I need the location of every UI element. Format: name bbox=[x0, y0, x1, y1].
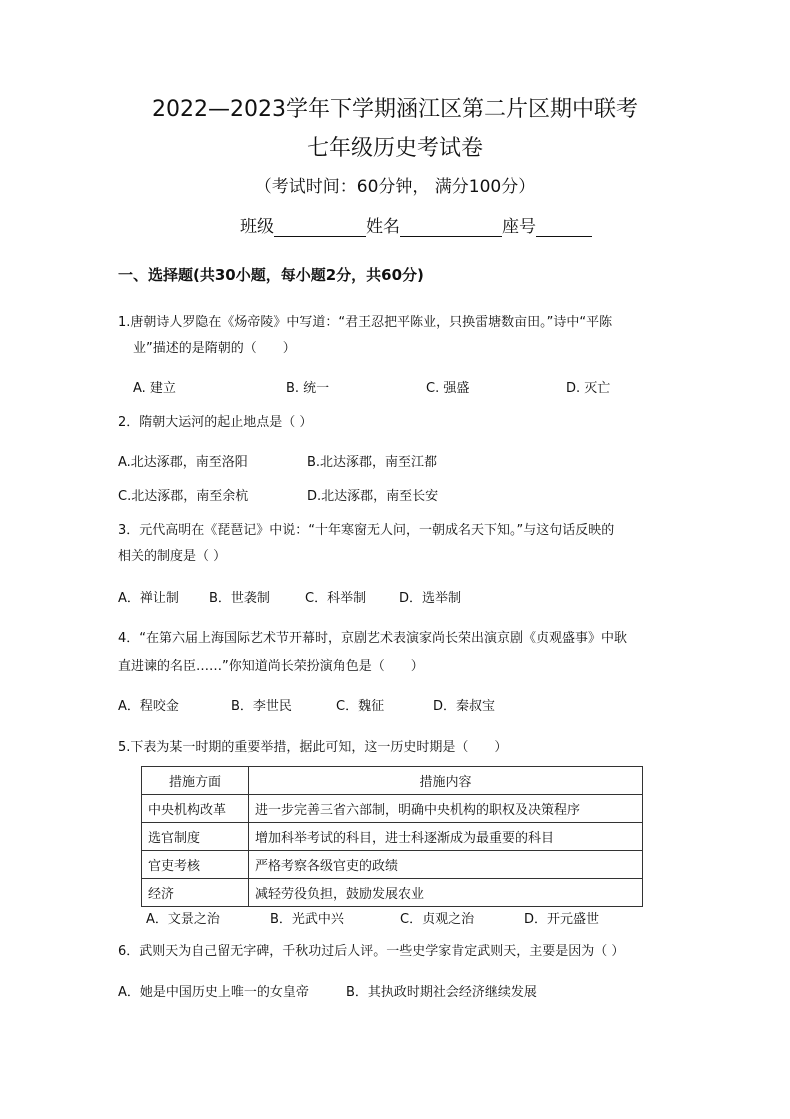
table-row bbox=[142, 879, 643, 907]
q4-option-d: D．秦叔宝 bbox=[433, 699, 496, 714]
q6-option-b: B．其执政时期社会经济继续发展 bbox=[346, 985, 537, 1000]
question-3-line-1: 3．元代高明在《琵琶记》中说：“十年寒窗无人问，一朝成名天下知。”与这句话反映的 bbox=[118, 523, 615, 538]
question-2: 2．隋朝大运河的起止地点是（ ） bbox=[118, 415, 313, 430]
table-cell: 增加科举考试的科目，进士科逐渐成为最重要的科目 bbox=[249, 823, 643, 851]
seat-blank bbox=[536, 218, 592, 237]
name-label: 姓名 bbox=[366, 217, 400, 237]
q2-option-b: B.北达涿郡，南至江都 bbox=[307, 455, 438, 470]
table-header-cell: 措施内容 bbox=[249, 767, 643, 795]
table-cell: 经济 bbox=[142, 879, 249, 907]
q3-option-a: A．禅让制 bbox=[118, 591, 179, 606]
section-title: 一、选择题(共30小题，每小题2分，共60分) bbox=[118, 266, 424, 284]
q4-option-a: A．程咬金 bbox=[118, 699, 179, 714]
question-1-line-2: 业”描述的是隋朝的（ ） bbox=[133, 341, 296, 356]
table-cell: 选官制度 bbox=[142, 823, 249, 851]
table-row bbox=[142, 851, 643, 879]
question-5: 5.下表为某一时期的重要举措，据此可知，这一历史时期是（ ） bbox=[118, 740, 508, 755]
q5-option-b: B．光武中兴 bbox=[270, 912, 344, 927]
q1-option-d: D. 灭亡 bbox=[566, 381, 611, 396]
q1-option-c: C. 强盛 bbox=[426, 381, 470, 396]
q3-option-c: C．科举制 bbox=[305, 591, 367, 606]
exam-info: （考试时间：60分钟， 满分100分） bbox=[254, 177, 536, 197]
table-row bbox=[142, 795, 643, 823]
table-cell: 进一步完善三省六部制，明确中央机构的职权及决策程序 bbox=[249, 795, 643, 823]
question-4-line-2: 直进谏的名臣……”你知道尚长荣扮演角色是（ ） bbox=[118, 659, 424, 674]
table-header-row bbox=[142, 767, 643, 795]
question-3-line-2: 相关的制度是（ ） bbox=[118, 549, 227, 564]
table-row bbox=[142, 823, 643, 851]
q3-option-b: B．世袭制 bbox=[209, 591, 270, 606]
measures-table bbox=[141, 766, 643, 907]
q5-option-a: A．文景之治 bbox=[146, 912, 220, 927]
q6-option-a: A．她是中国历史上唯一的女皇帝 bbox=[118, 985, 309, 1000]
student-info-line bbox=[240, 212, 592, 237]
seat-label: 座号 bbox=[502, 217, 536, 237]
question-6: 6．武则天为自己留无字碑，千秋功过后人评。一些史学家肯定武则天，主要是因为（ ） bbox=[118, 944, 625, 959]
q1-option-a: A. 建立 bbox=[133, 381, 176, 396]
exam-title: 2022—2023学年下学期涵江区第二片区期中联考 bbox=[152, 97, 638, 122]
question-4-line-1: 4．“在第六届上海国际艺术节开幕时，京剧艺术表演家尚长荣出演京剧《贞观盛事》中耿 bbox=[118, 631, 628, 646]
q2-option-a: A.北达涿郡，南至洛阳 bbox=[118, 455, 248, 470]
q3-option-d: D．选举制 bbox=[399, 591, 462, 606]
class-label: 班级 bbox=[240, 217, 274, 237]
q4-option-b: B．李世民 bbox=[231, 699, 292, 714]
exam-subtitle: 七年级历史考试卷 bbox=[306, 136, 483, 161]
table-cell: 官吏考核 bbox=[142, 851, 249, 879]
table-cell: 减轻劳役负担，鼓励发展农业 bbox=[249, 879, 643, 907]
q4-option-c: C．魏征 bbox=[336, 699, 385, 714]
q1-option-b: B. 统一 bbox=[286, 381, 330, 396]
q2-option-c: C.北达涿郡，南至余杭 bbox=[118, 489, 249, 504]
class-blank bbox=[274, 218, 366, 237]
table-header-cell: 措施方面 bbox=[142, 767, 249, 795]
table-cell: 中央机构改革 bbox=[142, 795, 249, 823]
q5-option-c: C．贞观之治 bbox=[400, 912, 475, 927]
question-1-line-1: 1.唐朝诗人罗隐在《炀帝陵》中写道：“君王忍把平陈业，只换雷塘数亩田。”诗中“平陈 bbox=[118, 315, 613, 330]
q2-option-d: D.北达涿郡，南至长安 bbox=[307, 489, 439, 504]
table-cell: 严格考察各级官吏的政绩 bbox=[249, 851, 643, 879]
q5-option-d: D．开元盛世 bbox=[524, 912, 600, 927]
name-blank bbox=[400, 218, 502, 237]
